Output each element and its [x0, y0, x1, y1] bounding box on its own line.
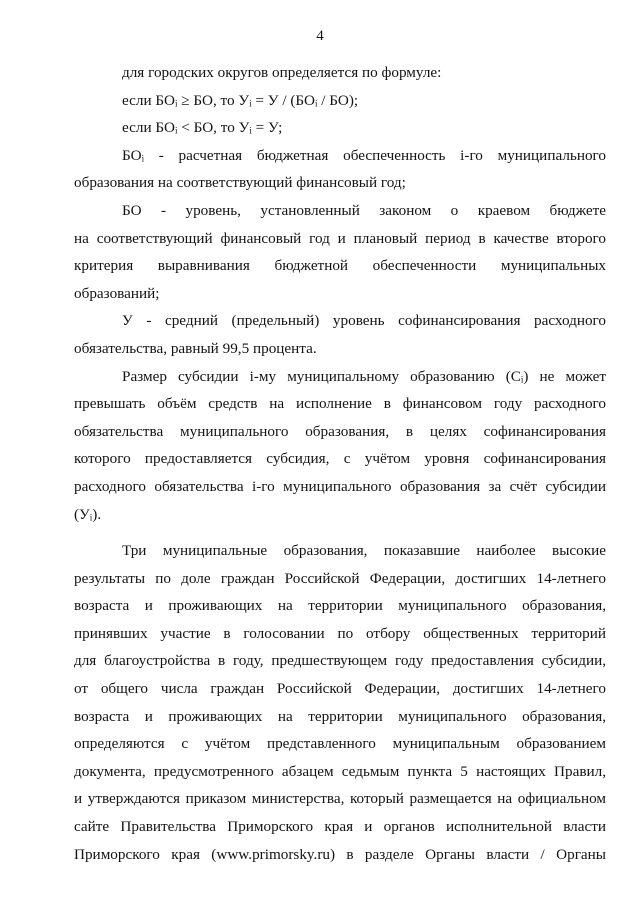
text-line: если БОᵢ < БО, то Уᵢ = У; — [122, 119, 283, 137]
page-number: 4 — [316, 28, 324, 44]
text-line: У - средний (предельный) уровень софинансирования расходного — [122, 312, 606, 330]
text-line: образования на соответствующий финансовый год; — [74, 174, 406, 192]
text-line: на соответствующий финансовый год и плановый период в качестве второго — [74, 229, 606, 247]
text-line: результаты по доле граждан Российской Федерации, достигших 14-летнего — [74, 569, 606, 587]
paragraph-gap — [74, 528, 606, 537]
text-line: обязательства, равный 99,5 процента. — [74, 339, 317, 357]
text-line: принявших участие в голосовании по отбору общественных территорий — [74, 624, 606, 642]
text-line: и утверждаются приказом министерства, который размещается на официальном — [74, 790, 606, 808]
text-line: Приморского края (www.primorsky.ru) в разделе Органы власти / Органы — [74, 845, 606, 863]
text-line: сайте Правительства Приморского края и органов исполнительной власти — [74, 818, 606, 836]
text-line: Размер субсидии i-му муниципальному образованию (Cᵢ) не может — [122, 367, 606, 385]
text-line: возраста и проживающих на территории муниципального образования, — [74, 597, 606, 615]
text-line: определяются с учётом представленного муниципальным образованием — [74, 735, 606, 753]
text-line: БОᵢ - расчетная бюджетная обеспеченность i-го муниципального — [122, 146, 606, 164]
text-line: для благоустройства в году, предшествующем году предоставления субсидии, — [74, 652, 606, 670]
text-line: БО - уровень, установленный законом о краевом бюджете — [122, 201, 606, 219]
text-line: которого предоставляется субсидия, с учётом уровня софинансирования — [74, 450, 606, 468]
text-line: для городских округов определяется по формуле: — [122, 64, 442, 81]
text-line: расходного обязательства i-го муниципального образования за счёт субсидии — [74, 477, 606, 495]
text-line: обязательства муниципального образования, в целях софинансирования — [74, 422, 606, 440]
text-line: Три муниципальные образования, показавшие наиболее высокие — [122, 542, 606, 560]
text-line: возраста и проживающих на территории муниципального образования, — [74, 707, 606, 725]
text-line: превышать объём средств на исполнение в финансовом году расходного — [74, 395, 606, 413]
text-line: (Уᵢ). — [74, 505, 102, 523]
text-line: образований; — [74, 284, 160, 302]
text-line: от общего числа граждан Российской Федерации, достигших 14-летнего — [74, 680, 606, 698]
text-line: критерия выравнивания бюджетной обеспеченности муниципальных — [74, 257, 606, 275]
text-line: если БОᵢ ≥ БО, то Уᵢ = У / (БОᵢ / БО); — [122, 91, 359, 109]
document-body — [74, 59, 606, 868]
text-line: документа, предусмотренного абзацем седьмым пункта 5 настоящих Правил, — [74, 762, 606, 780]
